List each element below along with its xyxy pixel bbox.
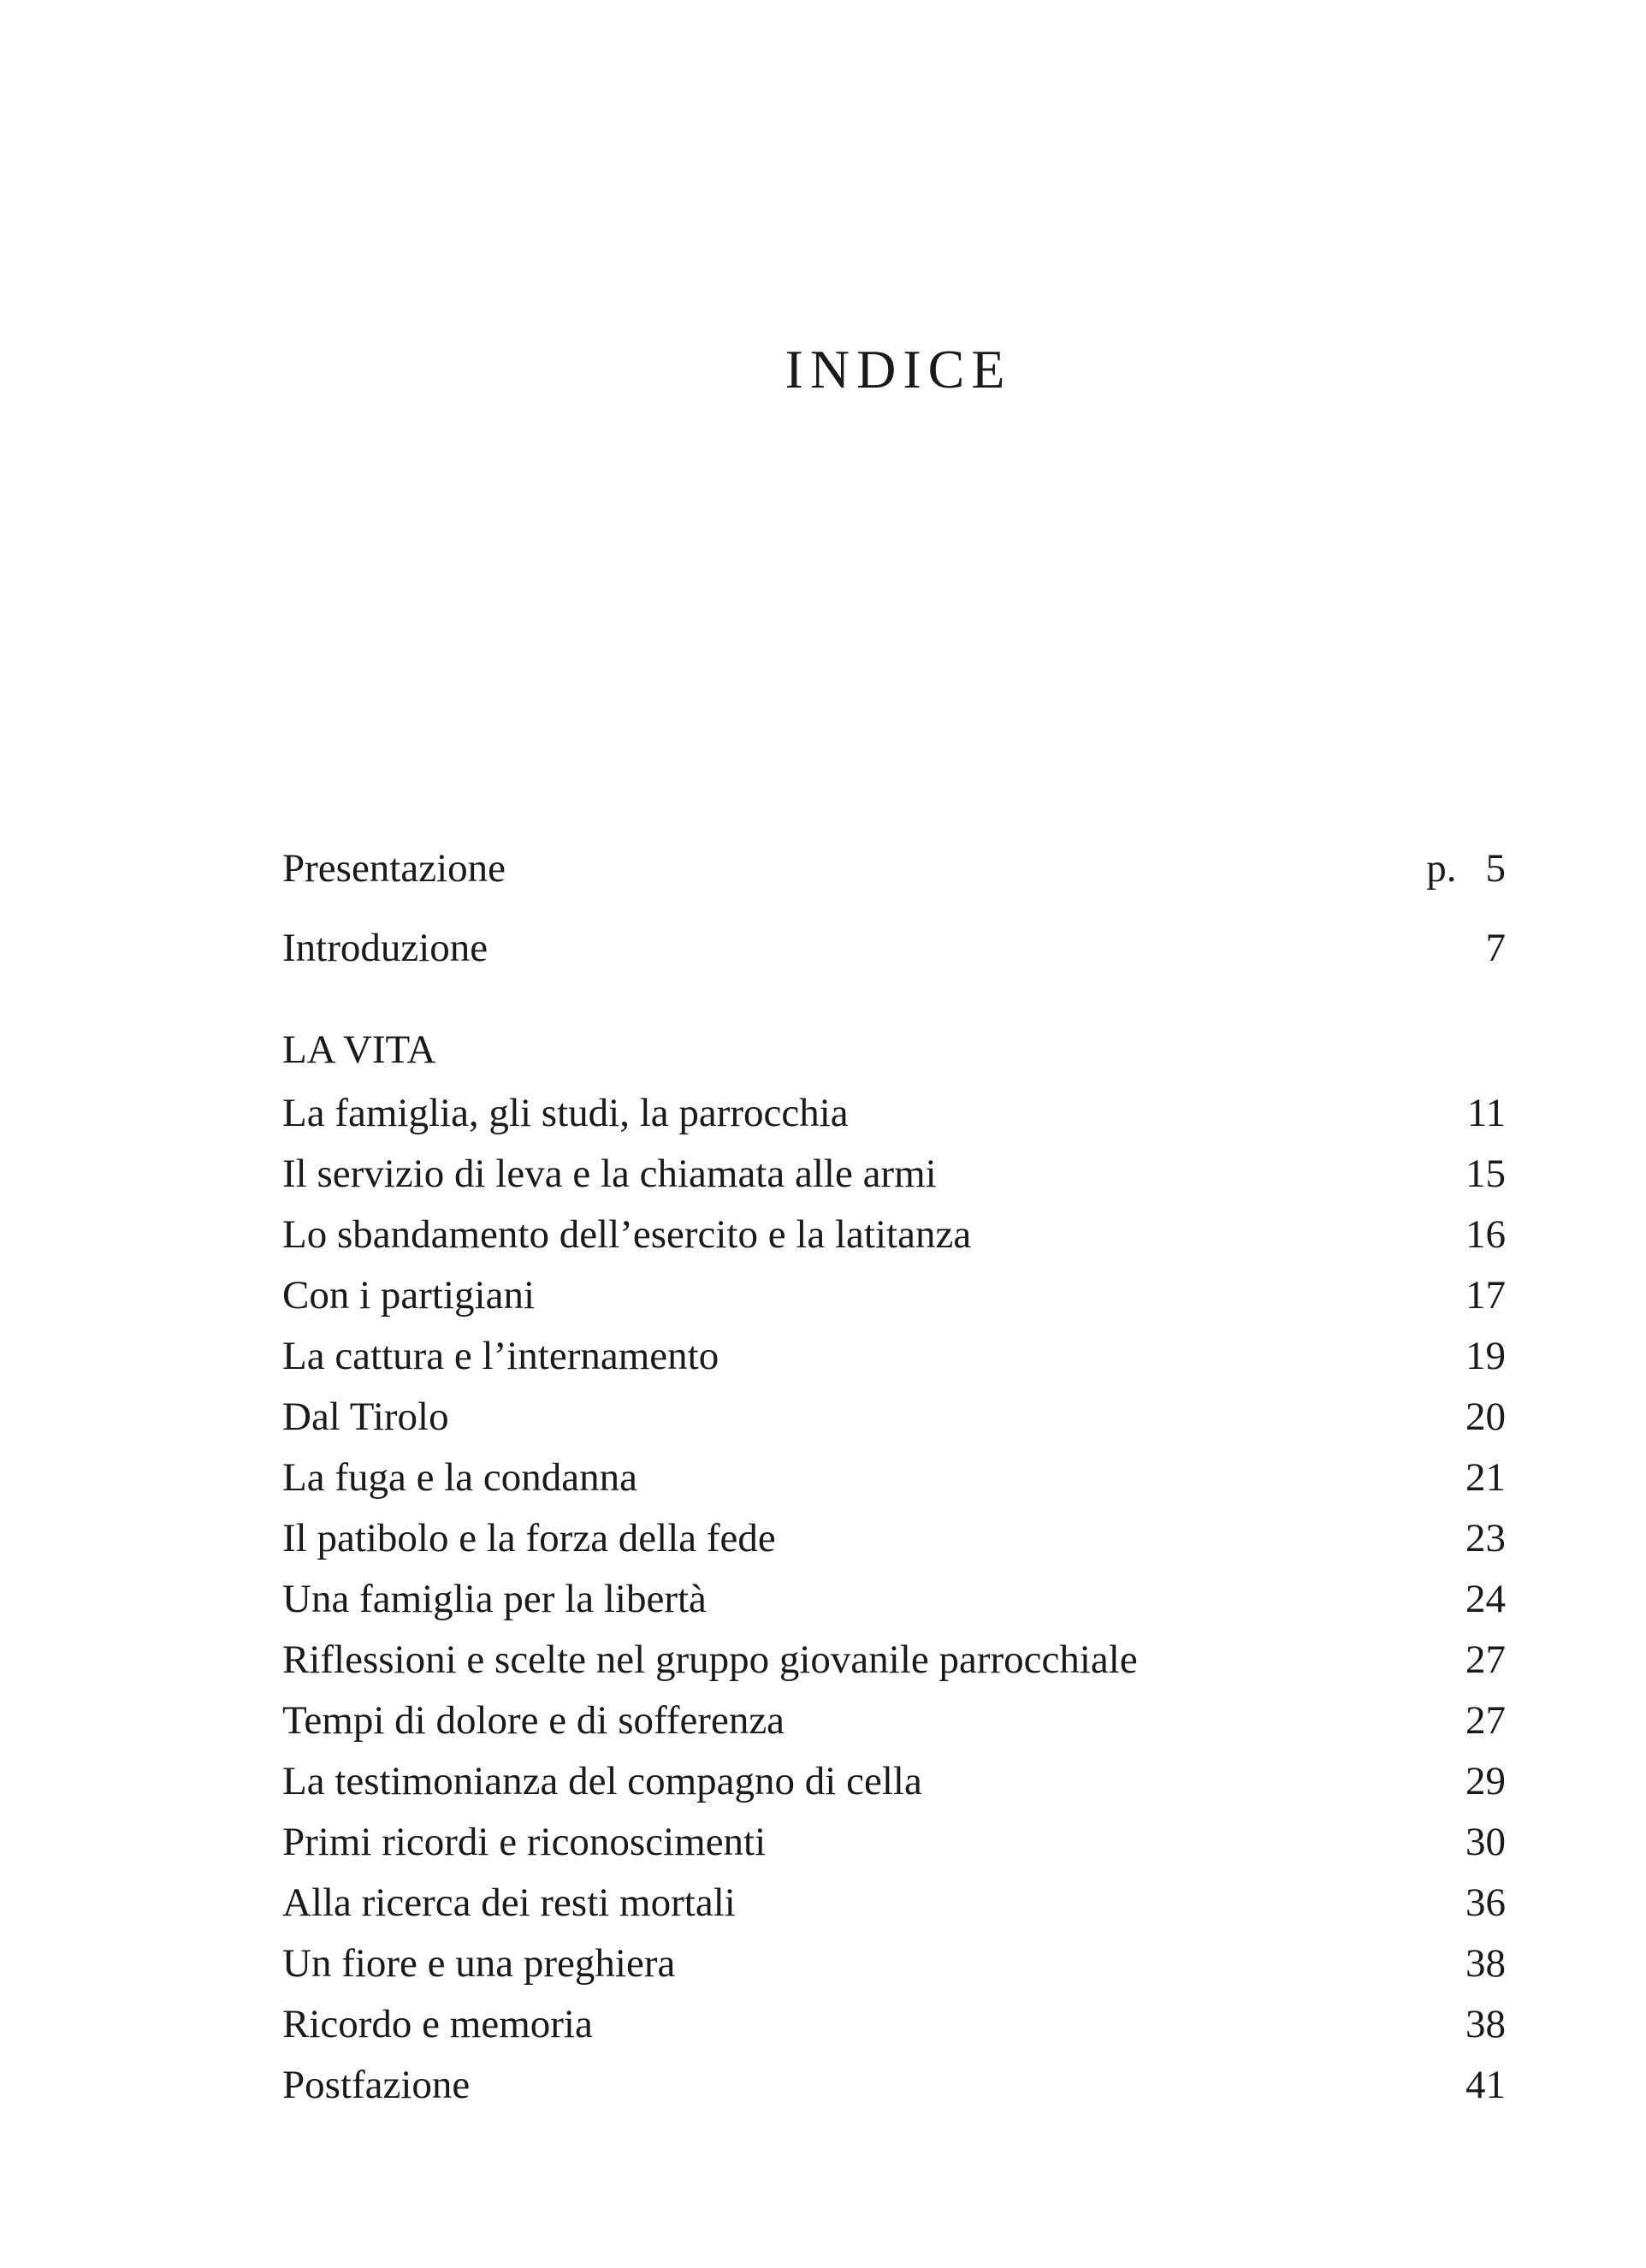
toc-entry	[282, 1144, 1506, 1205]
toc-entry-introduzione	[282, 918, 1506, 979]
toc-entry-page: 36	[1465, 1880, 1506, 1925]
page-title: INDICE	[785, 339, 1012, 400]
toc-entry-label: Primi ricordi e riconoscimenti	[282, 1820, 767, 1864]
toc-entry-label: Tempi di dolore e di sofferenza	[282, 1698, 785, 1743]
toc-entry-page: 20	[1465, 1395, 1506, 1439]
toc-entry-label: Alla ricerca dei resti mortali	[282, 1880, 736, 1925]
toc-entry-page: 41	[1465, 2063, 1506, 2107]
toc-entry	[282, 1326, 1506, 1387]
toc-entry-label: Dal Tirolo	[282, 1395, 449, 1439]
toc-entry-label: La famiglia, gli studi, la parrocchia	[282, 1091, 849, 1135]
toc-entry-page: 7	[1485, 926, 1506, 970]
toc-entry-label: Postfazione	[282, 2063, 471, 2107]
toc-entry	[282, 1387, 1506, 1448]
toc-entry	[282, 1448, 1506, 1508]
toc-entry	[282, 2055, 1506, 2116]
toc-entry-page: 27	[1465, 1637, 1506, 1682]
toc-entry-page: 24	[1465, 1577, 1506, 1621]
toc-entry-label: La cattura e l’internamento	[282, 1334, 719, 1378]
toc-entry-label: Introduzione	[282, 926, 488, 970]
toc-entry-presentazione	[282, 834, 1506, 918]
toc-entry-page: 19	[1465, 1334, 1506, 1378]
toc-entry	[282, 1630, 1506, 1691]
toc-chapter-list	[282, 1083, 1506, 2116]
toc-entry-page: 15	[1465, 1152, 1506, 1196]
toc-entry-page: 16	[1465, 1212, 1506, 1257]
toc-entry-page: 11	[1466, 1091, 1506, 1135]
toc-entry-label: Il servizio di leva e la chiamata alle armi	[282, 1152, 937, 1196]
toc-entry	[282, 1508, 1506, 1569]
toc-entry	[282, 1751, 1506, 1812]
toc-entry-label: Il patibolo e la forza della fede	[282, 1516, 776, 1560]
toc-entry	[282, 1873, 1506, 1933]
section-label: LA VITA	[282, 1027, 436, 1072]
toc-section-heading	[282, 1020, 1506, 1083]
toc-entry-page: 29	[1465, 1759, 1506, 1803]
page-number: 5	[1485, 846, 1506, 891]
toc-entry-label: Un fiore e una preghiera	[282, 1941, 676, 1986]
toc-entry	[282, 1083, 1506, 1144]
table-of-contents	[282, 834, 1506, 2116]
toc-entry-page	[1426, 834, 1506, 903]
toc-entry-label: La testimonianza del compagno di cella	[282, 1759, 922, 1803]
toc-entry	[282, 1933, 1506, 1994]
toc-entry	[282, 1994, 1506, 2055]
page-prefix: p.	[1426, 846, 1457, 891]
toc-entry-label: Presentazione	[282, 846, 506, 891]
toc-entry-page: 30	[1465, 1820, 1506, 1864]
toc-entry-page: 38	[1465, 1941, 1506, 1986]
toc-entry	[282, 1205, 1506, 1265]
toc-entry-label: La fuga e la condanna	[282, 1455, 637, 1500]
toc-entry-page: 27	[1465, 1698, 1506, 1743]
toc-entry-page: 23	[1465, 1516, 1506, 1560]
toc-entry	[282, 1691, 1506, 1751]
toc-entry-label: Ricordo e memoria	[282, 2002, 593, 2046]
toc-entry	[282, 1569, 1506, 1630]
toc-entry	[282, 1265, 1506, 1326]
toc-entry	[282, 1812, 1506, 1873]
toc-entry-label: Lo sbandamento dell’esercito e la latitanza	[282, 1212, 972, 1257]
toc-entry-page: 21	[1465, 1455, 1506, 1500]
toc-entry-label: Con i partigiani	[282, 1273, 536, 1318]
toc-entry-label: Riflessioni e scelte nel gruppo giovanile parrocchiale	[282, 1637, 1138, 1682]
toc-entry-page: 38	[1465, 2002, 1506, 2046]
toc-entry-page: 17	[1465, 1273, 1506, 1318]
toc-entry-label: Una famiglia per la libertà	[282, 1577, 707, 1621]
